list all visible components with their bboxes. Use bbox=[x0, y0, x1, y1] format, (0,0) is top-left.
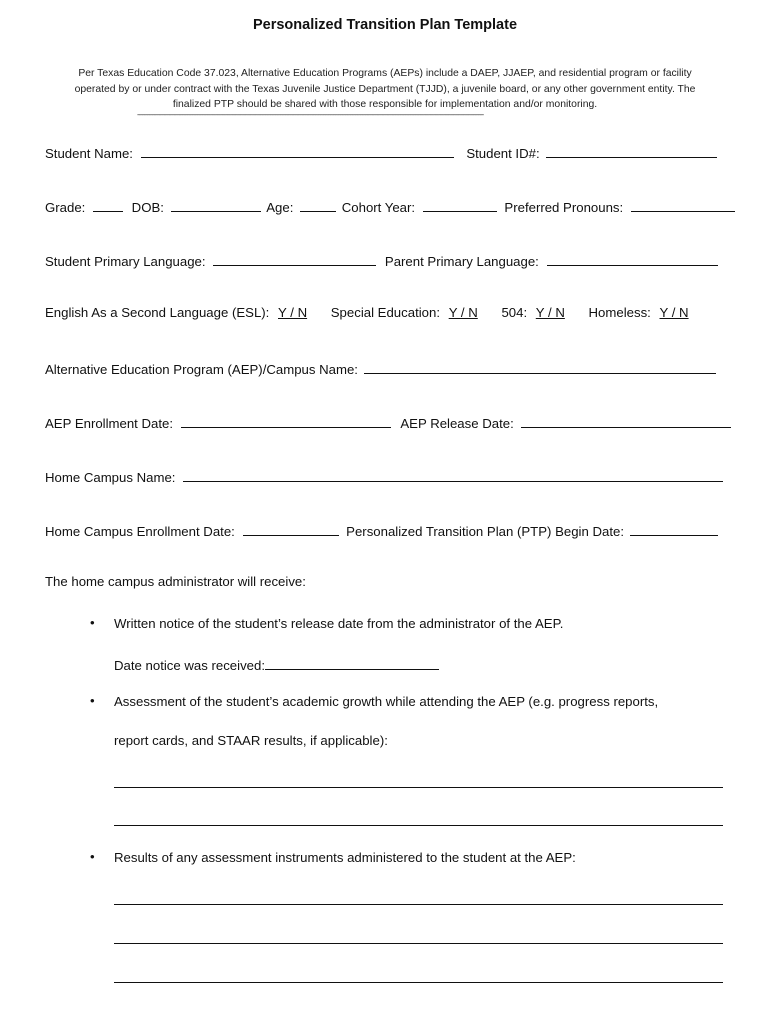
age-field[interactable] bbox=[300, 197, 336, 212]
bullet-1-text: Written notice of the student’s release date from the administrator of the AEP. bbox=[114, 616, 564, 631]
row-home-campus bbox=[45, 467, 723, 485]
grade-field[interactable] bbox=[93, 197, 123, 212]
row-aep-dates bbox=[45, 413, 731, 431]
sped-yes-no[interactable]: Y / N bbox=[448, 305, 478, 320]
home-campus-field[interactable] bbox=[183, 467, 723, 482]
student-language-label: Student Primary Language: bbox=[45, 254, 206, 269]
sped-label: Special Education: bbox=[330, 305, 441, 320]
esl-yes-no[interactable]: Y / N bbox=[278, 305, 308, 320]
aep-name-field[interactable] bbox=[364, 359, 716, 374]
row-home-dates bbox=[45, 521, 718, 539]
student-id-label: Student ID#: bbox=[466, 146, 540, 161]
bullet-2-marker: • bbox=[90, 693, 95, 708]
document-title: Personalized Transition Plan Template bbox=[252, 17, 518, 33]
student-language-field[interactable] bbox=[213, 251, 376, 266]
aep-enrollment-field[interactable] bbox=[181, 413, 391, 428]
bullet-3-text: Results of any assessment instruments administered to the student at the AEP: bbox=[114, 850, 576, 865]
row-language bbox=[45, 251, 718, 269]
aep-release-label: AEP Release Date: bbox=[400, 416, 514, 431]
504-label: 504: bbox=[501, 305, 528, 320]
student-name-field[interactable] bbox=[141, 143, 454, 158]
pronouns-label: Preferred Pronouns: bbox=[504, 200, 624, 215]
row-flags bbox=[45, 305, 689, 320]
answer-line[interactable] bbox=[114, 904, 723, 905]
answer-line[interactable] bbox=[114, 943, 723, 944]
504-yes-no[interactable]: Y / N bbox=[535, 305, 565, 320]
homeless-yes-no[interactable]: Y / N bbox=[659, 305, 689, 320]
parent-language-field[interactable] bbox=[547, 251, 718, 266]
receive-heading: The home campus administrator will receive: bbox=[45, 574, 306, 589]
home-enrollment-label: Home Campus Enrollment Date: bbox=[45, 524, 235, 539]
home-campus-label: Home Campus Name: bbox=[45, 470, 176, 485]
cohort-year-field[interactable] bbox=[423, 197, 497, 212]
date-notice-label: Date notice was received: bbox=[114, 658, 265, 673]
dob-label: DOB: bbox=[131, 200, 164, 215]
row-student-name bbox=[45, 143, 717, 161]
parent-language-label: Parent Primary Language: bbox=[384, 254, 539, 269]
row-grade bbox=[45, 197, 735, 215]
pronouns-field[interactable] bbox=[631, 197, 735, 212]
bullet-1-marker: • bbox=[90, 615, 95, 630]
bullet-2-text-line1: Assessment of the student’s academic growth while attending the AEP (e.g. progress reports, bbox=[114, 694, 659, 709]
answer-line[interactable] bbox=[114, 825, 723, 826]
date-notice-field[interactable] bbox=[265, 655, 439, 670]
bullet-2-text-line2: report cards, and STAAR results, if applicable): bbox=[114, 733, 388, 748]
home-enrollment-field[interactable] bbox=[243, 521, 339, 536]
answer-line[interactable] bbox=[114, 787, 723, 788]
ptp-begin-field[interactable] bbox=[630, 521, 718, 536]
esl-label: English As a Second Language (ESL): bbox=[45, 305, 270, 320]
row-aep-name bbox=[45, 359, 716, 377]
aep-release-field[interactable] bbox=[521, 413, 731, 428]
aep-enrollment-label: AEP Enrollment Date: bbox=[45, 416, 174, 431]
homeless-label: Homeless: bbox=[588, 305, 651, 320]
ptp-begin-label: Personalized Transition Plan (PTP) Begin Date: bbox=[346, 524, 624, 539]
grade-label: Grade: bbox=[45, 200, 86, 215]
intro-paragraph: Per Texas Education Code 37.023, Alternative Education Programs (AEPs) include a DAEP, JJAEP, and residential program or facility operated by or under contract with the Texas Juvenile Justice Department (TJJD), a juvenile board, or any other government entity. The finalized PTP should be shared with those responsible for implementation and/or monitoring. bbox=[74, 68, 696, 110]
student-id-field[interactable] bbox=[546, 143, 717, 158]
age-label: Age: bbox=[266, 200, 294, 215]
dob-field[interactable] bbox=[171, 197, 261, 212]
date-notice-row bbox=[114, 655, 439, 673]
cohort-year-label: Cohort Year: bbox=[341, 200, 416, 215]
divider-line: ---------------------------------------------------------------------------------------------------------------------------------------------------------------------------------------------------------------- bbox=[137, 110, 484, 119]
student-name-label: Student Name: bbox=[45, 146, 133, 161]
aep-name-label: Alternative Education Program (AEP)/Campus Name: bbox=[45, 362, 358, 377]
bullet-3-marker: • bbox=[90, 849, 95, 864]
answer-line[interactable] bbox=[114, 982, 723, 983]
